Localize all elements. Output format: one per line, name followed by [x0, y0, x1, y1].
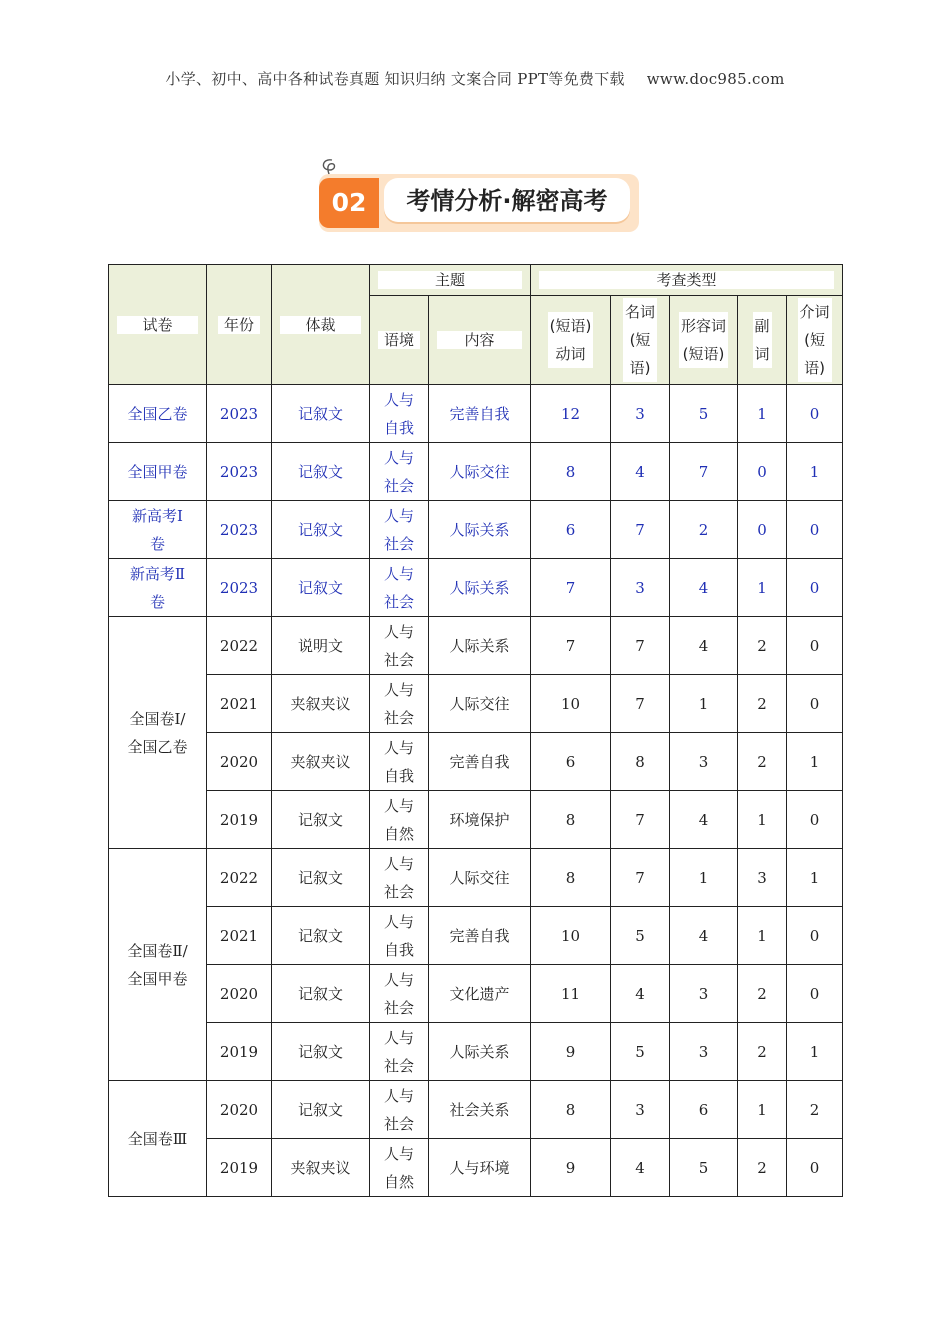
table-row — [109, 1081, 843, 1139]
col-header-context: 语境 — [370, 296, 429, 385]
cell-content: 完善自我 — [429, 385, 531, 443]
cell-paper: 新高考Ⅰ 卷 — [109, 501, 207, 559]
cell-year: 2022 — [207, 849, 272, 907]
table-row — [109, 501, 843, 559]
cell-verb: 6 — [531, 733, 611, 791]
cell-preposition: 0 — [787, 559, 843, 617]
cell-noun: 7 — [611, 849, 670, 907]
cell-adverb: 2 — [738, 675, 787, 733]
banner-number: 02 — [331, 188, 367, 217]
table-row — [109, 559, 843, 617]
cell-year: 2019 — [207, 1139, 272, 1197]
cell-verb: 7 — [531, 617, 611, 675]
cell-noun: 3 — [611, 559, 670, 617]
cell-year: 2023 — [207, 559, 272, 617]
cell-genre: 记叙文 — [272, 443, 370, 501]
table-row — [109, 1139, 843, 1197]
cell-noun: 4 — [611, 965, 670, 1023]
cell-year: 2023 — [207, 385, 272, 443]
cell-context: 人与 社会 — [370, 675, 429, 733]
cell-year: 2020 — [207, 733, 272, 791]
cell-noun: 4 — [611, 443, 670, 501]
col-header-year: 年份 — [207, 265, 272, 385]
cell-preposition: 1 — [787, 733, 843, 791]
cell-adverb: 2 — [738, 1139, 787, 1197]
cell-year: 2021 — [207, 907, 272, 965]
col-header-content: 内容 — [429, 296, 531, 385]
cell-context: 人与 自然 — [370, 791, 429, 849]
cell-adjective: 3 — [670, 1023, 738, 1081]
cell-adverb: 0 — [738, 443, 787, 501]
cell-verb: 11 — [531, 965, 611, 1023]
cell-verb: 8 — [531, 1081, 611, 1139]
cell-context: 人与 社会 — [370, 849, 429, 907]
page-header — [0, 68, 950, 89]
cell-noun: 5 — [611, 1023, 670, 1081]
cell-preposition: 0 — [787, 965, 843, 1023]
cell-content: 完善自我 — [429, 733, 531, 791]
cell-adjective: 4 — [670, 617, 738, 675]
banner-title: 考情分析·解密高考 — [406, 187, 608, 215]
cell-preposition: 0 — [787, 675, 843, 733]
banner-label — [384, 178, 630, 222]
header-row-1 — [109, 265, 843, 296]
cell-genre: 记叙文 — [272, 965, 370, 1023]
cell-genre: 记叙文 — [272, 791, 370, 849]
table-row — [109, 443, 843, 501]
cell-context: 人与 社会 — [370, 617, 429, 675]
cell-genre: 记叙文 — [272, 501, 370, 559]
cell-adverb: 2 — [738, 617, 787, 675]
col-header-adjective: 形容词 (短语) — [670, 296, 738, 385]
cell-adjective: 4 — [670, 907, 738, 965]
cell-adverb: 1 — [738, 559, 787, 617]
cell-preposition: 2 — [787, 1081, 843, 1139]
cell-context: 人与 社会 — [370, 443, 429, 501]
cell-adjective: 5 — [670, 1139, 738, 1197]
cell-content: 人际关系 — [429, 1023, 531, 1081]
cell-adjective: 6 — [670, 1081, 738, 1139]
cell-paper: 全国甲卷 — [109, 443, 207, 501]
cell-context: 人与 自然 — [370, 1139, 429, 1197]
col-header-paper: 试卷 — [109, 265, 207, 385]
cell-verb: 7 — [531, 559, 611, 617]
cell-genre: 夹叙夹议 — [272, 675, 370, 733]
cell-genre: 夹叙夹议 — [272, 733, 370, 791]
cell-adverb: 2 — [738, 965, 787, 1023]
cell-adverb: 1 — [738, 907, 787, 965]
cell-year: 2023 — [207, 443, 272, 501]
cell-adjective: 1 — [670, 849, 738, 907]
cell-content: 人际交往 — [429, 675, 531, 733]
cell-context: 人与 社会 — [370, 501, 429, 559]
cell-adjective: 3 — [670, 733, 738, 791]
cell-content: 人际交往 — [429, 849, 531, 907]
exam-analysis-table — [108, 264, 843, 1197]
cell-content: 完善自我 — [429, 907, 531, 965]
cell-genre: 记叙文 — [272, 559, 370, 617]
section-banner — [316, 156, 642, 236]
cell-adjective: 4 — [670, 791, 738, 849]
cell-context: 人与 社会 — [370, 559, 429, 617]
cell-preposition: 1 — [787, 443, 843, 501]
col-header-preposition: 介词 (短 语) — [787, 296, 843, 385]
cell-noun: 8 — [611, 733, 670, 791]
cell-verb: 10 — [531, 675, 611, 733]
cell-year: 2021 — [207, 675, 272, 733]
cell-noun: 4 — [611, 1139, 670, 1197]
cell-adverb: 0 — [738, 501, 787, 559]
cell-adverb: 1 — [738, 385, 787, 443]
cell-noun: 3 — [611, 385, 670, 443]
cell-context: 人与 社会 — [370, 965, 429, 1023]
table-row — [109, 675, 843, 733]
cell-genre: 说明文 — [272, 617, 370, 675]
cell-adverb: 2 — [738, 733, 787, 791]
cell-genre: 记叙文 — [272, 385, 370, 443]
col-header-theme: 主题 — [370, 265, 531, 296]
cell-adverb: 1 — [738, 1081, 787, 1139]
cell-context: 人与 社会 — [370, 1023, 429, 1081]
cell-noun: 7 — [611, 617, 670, 675]
cell-paper: 全国乙卷 — [109, 385, 207, 443]
col-header-genre: 体裁 — [272, 265, 370, 385]
cell-noun: 7 — [611, 501, 670, 559]
cell-adverb: 2 — [738, 1023, 787, 1081]
header-site-link[interactable]: www.doc985.com — [646, 70, 785, 88]
cell-preposition: 0 — [787, 501, 843, 559]
cell-paper-group: 全国卷Ⅲ — [109, 1081, 207, 1197]
cell-preposition: 0 — [787, 791, 843, 849]
cell-preposition: 0 — [787, 907, 843, 965]
col-header-types: 考查类型 — [531, 265, 843, 296]
cell-content: 人际关系 — [429, 559, 531, 617]
cell-verb: 6 — [531, 501, 611, 559]
cell-content: 人际关系 — [429, 501, 531, 559]
cell-context: 人与 社会 — [370, 1081, 429, 1139]
cell-content: 文化遗产 — [429, 965, 531, 1023]
cell-noun: 5 — [611, 907, 670, 965]
cell-adjective: 7 — [670, 443, 738, 501]
cell-verb: 12 — [531, 385, 611, 443]
cell-verb: 10 — [531, 907, 611, 965]
cell-content: 环境保护 — [429, 791, 531, 849]
cell-noun: 7 — [611, 791, 670, 849]
col-header-adverb: 副 词 — [738, 296, 787, 385]
cell-genre: 记叙文 — [272, 907, 370, 965]
cell-verb: 9 — [531, 1023, 611, 1081]
cell-preposition: 1 — [787, 1023, 843, 1081]
cell-year: 2023 — [207, 501, 272, 559]
cell-preposition: 0 — [787, 617, 843, 675]
cell-content: 人与环境 — [429, 1139, 531, 1197]
cell-noun: 7 — [611, 675, 670, 733]
col-header-verb: (短语) 动词 — [531, 296, 611, 385]
cell-adjective: 5 — [670, 385, 738, 443]
table-row — [109, 849, 843, 907]
cell-adjective: 1 — [670, 675, 738, 733]
cell-year: 2019 — [207, 791, 272, 849]
cell-content: 人际关系 — [429, 617, 531, 675]
cell-adjective: 3 — [670, 965, 738, 1023]
table-row — [109, 385, 843, 443]
cell-noun: 3 — [611, 1081, 670, 1139]
table-row — [109, 965, 843, 1023]
cell-paper-group: 全国卷Ⅰ/ 全国乙卷 — [109, 617, 207, 849]
cell-year: 2019 — [207, 1023, 272, 1081]
cell-context: 人与 自我 — [370, 385, 429, 443]
cell-preposition: 1 — [787, 849, 843, 907]
cell-adjective: 4 — [670, 559, 738, 617]
cell-adverb: 3 — [738, 849, 787, 907]
cell-paper: 新高考Ⅱ 卷 — [109, 559, 207, 617]
cell-verb: 8 — [531, 791, 611, 849]
cell-genre: 记叙文 — [272, 849, 370, 907]
cell-genre: 记叙文 — [272, 1081, 370, 1139]
cell-content: 社会关系 — [429, 1081, 531, 1139]
cell-paper-group: 全国卷Ⅱ/ 全国甲卷 — [109, 849, 207, 1081]
cell-year: 2020 — [207, 1081, 272, 1139]
table-row — [109, 1023, 843, 1081]
cell-year: 2022 — [207, 617, 272, 675]
cell-year: 2020 — [207, 965, 272, 1023]
cell-genre: 夹叙夹议 — [272, 1139, 370, 1197]
cell-content: 人际交往 — [429, 443, 531, 501]
header-text: 小学、初中、高中各种试卷真题 知识归纳 文案合同 PPT等免费下载 — [165, 70, 625, 88]
cell-context: 人与 自我 — [370, 907, 429, 965]
table-row — [109, 907, 843, 965]
cell-preposition: 0 — [787, 385, 843, 443]
cell-verb: 8 — [531, 443, 611, 501]
cell-preposition: 0 — [787, 1139, 843, 1197]
table-row — [109, 791, 843, 849]
table-row — [109, 733, 843, 791]
col-header-noun: 名词 (短 语) — [611, 296, 670, 385]
cell-verb: 9 — [531, 1139, 611, 1197]
cell-adjective: 2 — [670, 501, 738, 559]
cell-genre: 记叙文 — [272, 1023, 370, 1081]
cell-context: 人与 自我 — [370, 733, 429, 791]
table-row — [109, 617, 843, 675]
cell-verb: 8 — [531, 849, 611, 907]
cell-adverb: 1 — [738, 791, 787, 849]
